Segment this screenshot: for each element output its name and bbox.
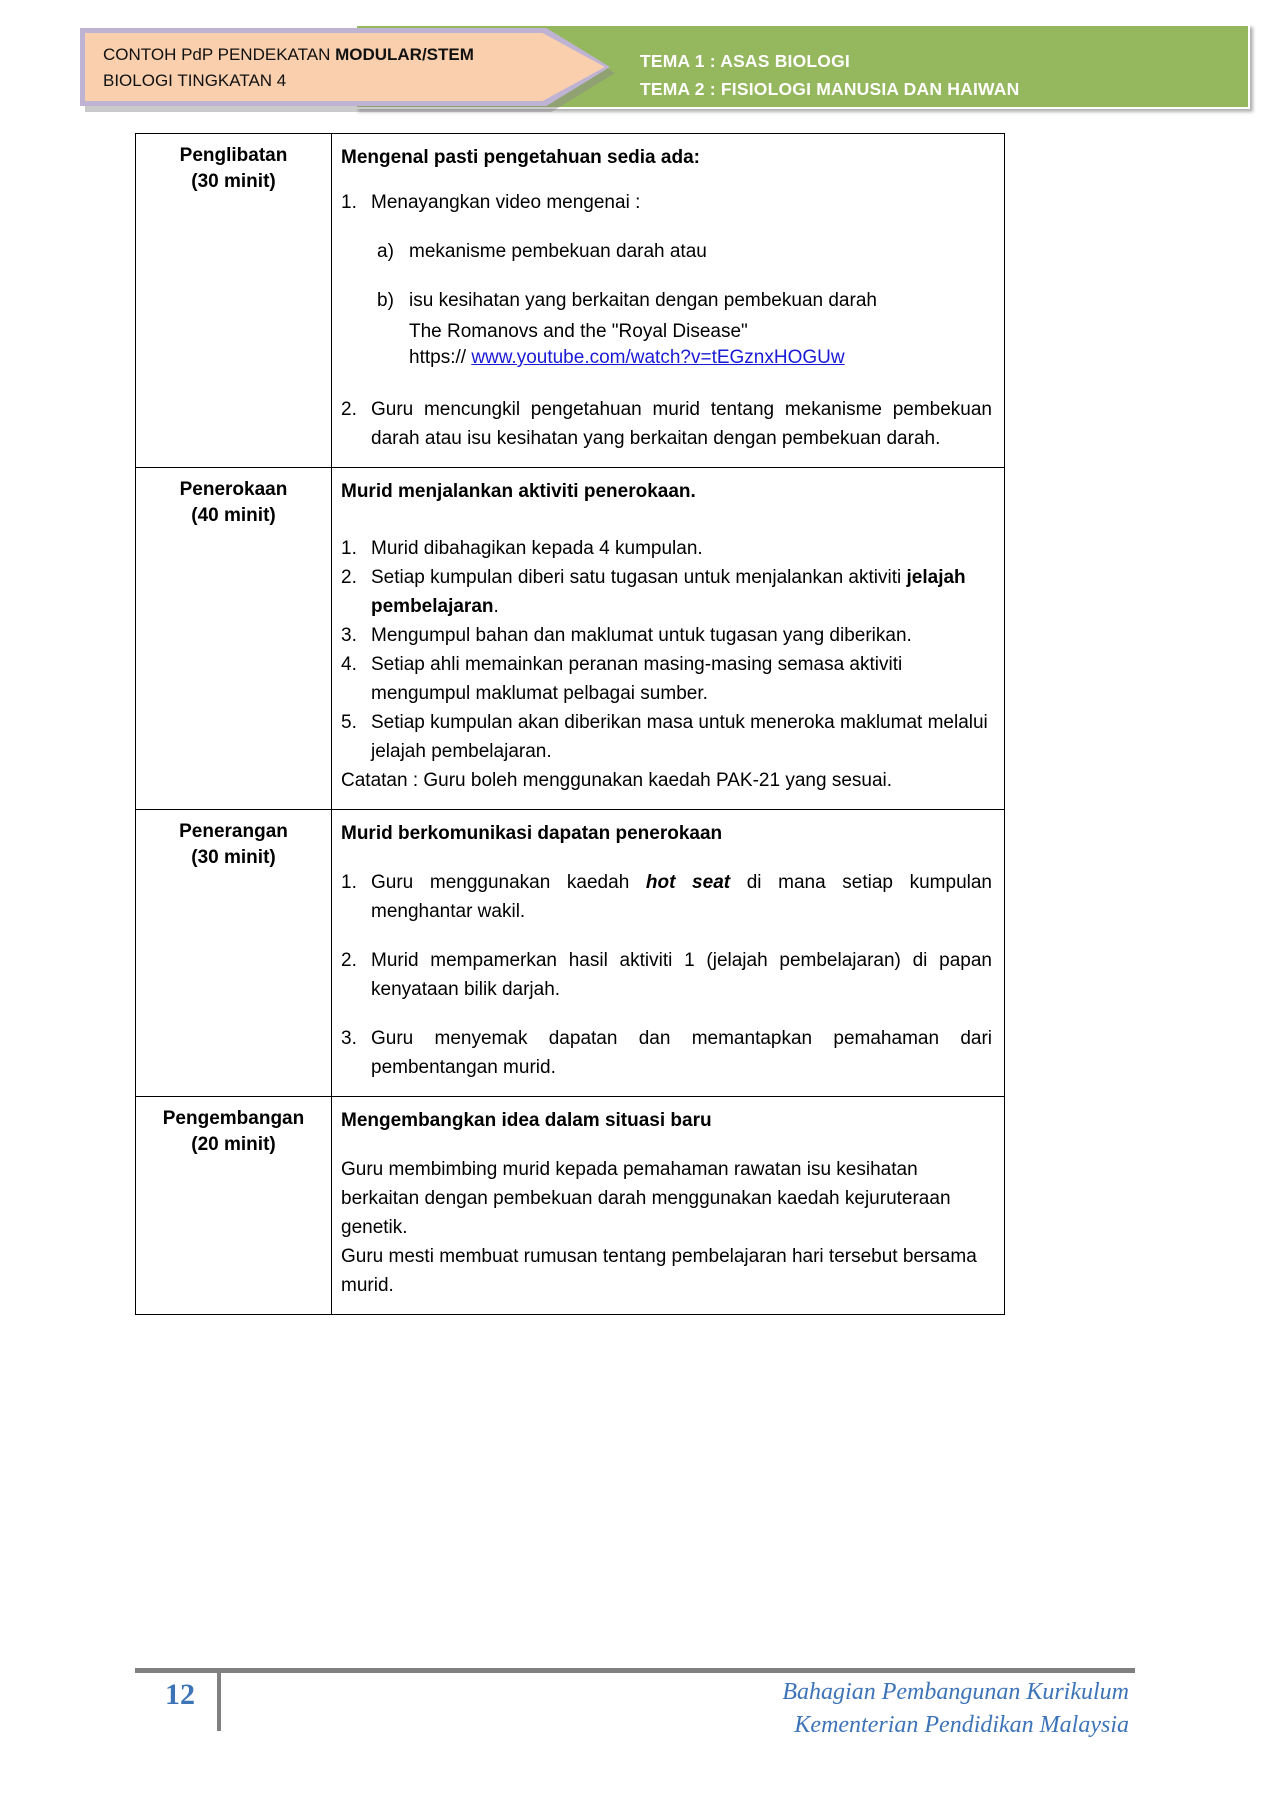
- list-item: [341, 188, 992, 217]
- lesson-plan-table: [135, 133, 1005, 1315]
- theme-banner-text: [640, 47, 1019, 103]
- list-text: isu kesihatan yang berkaitan dengan pembekuan darah: [409, 290, 877, 311]
- list-marker: 2.: [341, 567, 357, 588]
- section-heading: Mengembangkan idea dalam situasi baru: [341, 1110, 712, 1131]
- list-item: [341, 534, 992, 563]
- list-text-part-b: di mana setiap kumpulan menghantar wakil.: [371, 872, 992, 922]
- list-item: [341, 563, 992, 621]
- phase-cell-pengembangan: [136, 1097, 332, 1315]
- list-marker: 3.: [341, 625, 357, 646]
- table-row: [136, 1097, 1005, 1315]
- phase-name: Penglibatan: [179, 145, 288, 166]
- list-text: Mengumpul bahan dan maklumat untuk tugasan yang diberikan.: [371, 625, 912, 646]
- phase-name: Penerokaan: [179, 479, 288, 500]
- list-text-emphasis: hot seat: [645, 872, 731, 893]
- video-reference: [409, 319, 992, 371]
- section-heading: Mengenal pasti pengetahuan sedia ada:: [341, 147, 700, 168]
- list-text: Setiap kumpulan akan diberikan masa untuk meneroka maklumat melalui jelajah pembelajaran.: [371, 712, 988, 762]
- list-item: [341, 621, 992, 650]
- list-item: [341, 868, 992, 926]
- tema-1-label: TEMA 1 : ASAS BIOLOGI: [640, 51, 850, 71]
- list-marker: 1.: [341, 192, 357, 213]
- table-row: [136, 810, 1005, 1097]
- activity-list: [341, 188, 992, 217]
- url-prefix: https://: [409, 347, 472, 368]
- list-item: [377, 237, 992, 266]
- section-heading: Murid berkomunikasi dapatan penerokaan: [341, 823, 723, 844]
- page-header: [0, 0, 1273, 130]
- organisation-credit: [782, 1676, 1129, 1742]
- phase-cell-penglibatan: [136, 134, 332, 468]
- callout-line1-normal: CONTOH PdP PENDEKATAN: [103, 45, 336, 64]
- page-number: 12: [165, 1678, 195, 1711]
- list-text-part-b: .: [493, 596, 499, 617]
- section-heading: Murid menjalankan aktiviti penerokaan.: [341, 481, 696, 502]
- list-text: [371, 563, 992, 621]
- list-item: [341, 395, 992, 453]
- list-text: Menayangkan video mengenai :: [371, 192, 641, 213]
- list-text: [371, 868, 992, 926]
- list-text-emphasis: jelajah pembelajaran: [371, 567, 966, 617]
- phase-body-penglibatan: [332, 134, 1005, 468]
- phase-body-penerangan: [332, 810, 1005, 1097]
- phase-name: Pengembangan: [162, 1108, 305, 1129]
- footer-vertical-rule: [217, 1673, 221, 1731]
- video-title: The Romanovs and the "Royal Disease": [409, 321, 748, 342]
- page-footer: [135, 1668, 1135, 1758]
- list-item: [341, 650, 992, 708]
- callout-line1-bold: MODULAR/STEM: [335, 45, 474, 64]
- footer-divider-rule: [135, 1668, 1135, 1673]
- table-row: [136, 134, 1005, 468]
- phase-body-pengembangan: [332, 1097, 1005, 1315]
- body-paragraph-1: Guru membimbing murid kepada pemahaman rawatan isu kesihatan berkaitan dengan pembekuan darah menggunakan kaedah kejuruteraan genetik.: [341, 1159, 951, 1238]
- youtube-link[interactable]: www.youtube.com/watch?v=tEGznxHOGUw: [471, 347, 845, 368]
- list-text: Murid dibahagikan kepada 4 kumpulan.: [371, 538, 703, 559]
- list-marker: 4.: [341, 654, 357, 675]
- list-text-part-a: Setiap kumpulan diberi satu tugasan untuk menjalankan aktiviti: [371, 567, 907, 588]
- activity-list: [341, 534, 992, 766]
- list-text: mekanisme pembekuan darah atau: [409, 241, 707, 262]
- body-paragraph-2: Guru mesti membuat rumusan tentang pembelajaran hari tersebut bersama murid.: [341, 1246, 977, 1296]
- table-row: [136, 468, 1005, 810]
- organisation-line-1: Bahagian Pembangunan Kurikulum: [782, 1679, 1129, 1705]
- title-callout-arrow: [80, 28, 610, 106]
- activity-sublist: [377, 237, 992, 315]
- list-marker: 1.: [341, 872, 357, 893]
- phase-duration: (30 minit): [191, 847, 276, 868]
- callout-text: [103, 42, 474, 94]
- video-url-line: [409, 345, 992, 371]
- list-item: [341, 708, 992, 766]
- list-text: Murid mempamerkan hasil aktiviti 1 (jelajah pembelajaran) di papan kenyataan bilik darjah.: [371, 950, 992, 1000]
- phase-body-penerokaan: [332, 468, 1005, 810]
- organisation-line-2: Kementerian Pendidikan Malaysia: [794, 1712, 1129, 1738]
- teacher-note: Catatan : Guru boleh menggunakan kaedah PAK-21 yang sesuai.: [341, 770, 893, 791]
- list-marker: 2.: [341, 950, 357, 971]
- activity-list-2: [341, 395, 992, 453]
- list-marker: 2.: [341, 399, 357, 420]
- list-marker: 3.: [341, 1028, 357, 1049]
- list-marker: 5.: [341, 712, 357, 733]
- phase-duration: (40 minit): [191, 505, 276, 526]
- phase-duration: (20 minit): [191, 1134, 276, 1155]
- list-marker: b): [377, 290, 394, 311]
- phase-duration: (30 minit): [191, 171, 276, 192]
- phase-cell-penerokaan: [136, 468, 332, 810]
- list-item: [341, 946, 992, 1004]
- list-text: Setiap ahli memainkan peranan masing-masing semasa aktiviti mengumpul maklumat pelbagai sumber.: [371, 654, 903, 704]
- tema-2-label: TEMA 2 : FISIOLOGI MANUSIA DAN HAIWAN: [640, 79, 1020, 99]
- activity-list: [341, 868, 992, 1082]
- list-text-part-a: Guru menggunakan kaedah: [371, 872, 646, 893]
- callout-line2: BIOLOGI TINGKATAN 4: [103, 71, 287, 90]
- phase-cell-penerangan: [136, 810, 332, 1097]
- list-marker: 1.: [341, 538, 357, 559]
- list-item: [341, 1024, 992, 1082]
- list-text: Guru menyemak dapatan dan memantapkan pemahaman dari pembentangan murid.: [371, 1028, 992, 1078]
- list-item: [377, 286, 992, 315]
- list-text: Guru mencungkil pengetahuan murid tentang mekanisme pembekuan darah atau isu kesihatan yang berkaitan dengan pembekuan darah.: [371, 399, 992, 449]
- list-marker: a): [377, 241, 394, 262]
- phase-name: Penerangan: [179, 821, 288, 842]
